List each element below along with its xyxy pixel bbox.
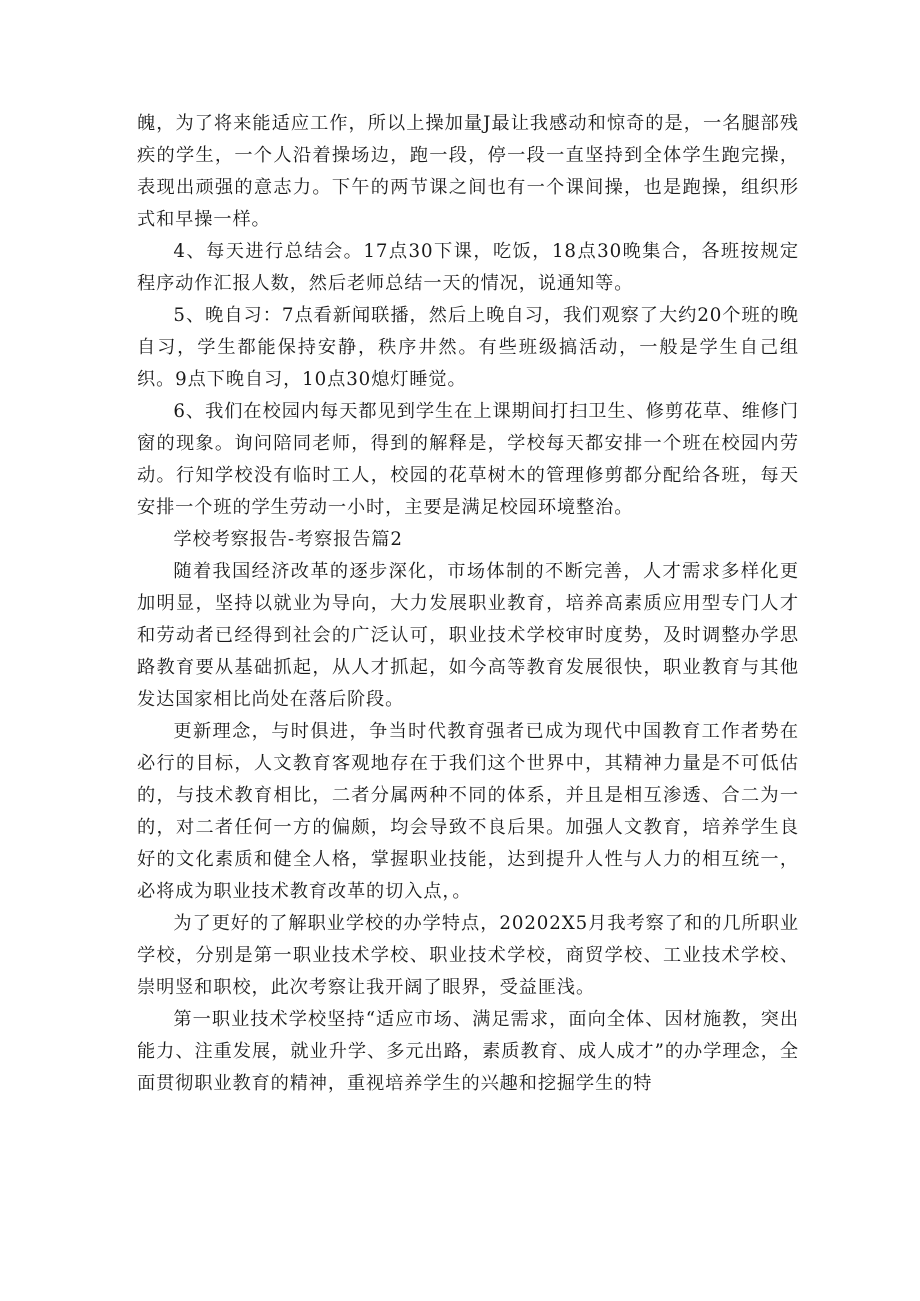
paragraph-intro: 随着我国经济改革的逐步深化，市场体制的不断完善，人才需求多样化更加明显，坚持以就业为导向，大力发展职业教育，培养高素质应用型专门人才和劳动者已经得到社会的广泛认可，职业技术学校审时度势，及时调整办学思路教育要从基础抓起，从人才抓起，如今高等教育发展很快，职业教育与其他发达国家相比尚处在落后阶段。	[137, 561, 799, 710]
paragraph-item-4: 4、每天进行总结会。17点30下课，吃饭，18点30晚集合，各班按规定程序动作汇报人数，然后老师总结一天的情况，说通知等。	[137, 241, 799, 294]
document-body	[137, 108, 799, 1100]
paragraph-visit: 为了更好的了解职业学校的办学特点，20202X5月我考察了和的几所职业学校，分别是第一职业技术学校、职业技术学校，商贸学校、工业技术学校、崇明竖和职校，此次考察让我开阔了眼界，受益匪浅。	[137, 913, 799, 998]
paragraph-item-6: 6、我们在校园内每天都见到学生在上课期间打扫卫生、修剪花草、维修门窗的现象。询问陪同老师，得到的解释是，学校每天都安排一个班在校园内劳动。行知学校没有临时工人，校园的花草树木的管理修剪都分配给各班，每天安排一个班的学生劳动一小时，主要是满足校园环境整治。	[137, 401, 799, 518]
section-heading: 学校考察报告-考察报告篇2	[173, 529, 403, 550]
paragraph-item-5: 5、晚自习：7点看新闻联播，然后上晚自习，我们观察了大约20个班的晚自习，学生都能保持安静，秩序井然。有些班级搞活动，一般是学生自己组织。9点下晚自习，10点30熄灯睡觉。	[137, 305, 799, 390]
paragraph-continuation: 魄，为了将来能适应工作，所以上操加量J最让我感动和惊奇的是，一名腿部残疾的学生，一个人沿着操场边，跑一段，停一段一直坚持到全体学生跑完操，表现出顽强的意志力。下午的两节课之间也有一个课间操，也是跑操，组织形式和早操一样。	[137, 113, 799, 230]
paragraph-philosophy: 更新理念，与时俱进，争当时代教育强者已成为现代中国教育工作者势在必行的目标，人文教育客观地存在于我们这个世界中，其精神力量是不可低估的，与技术教育相比，二者分属两种不同的体系，并且是相互渗透、合二为一的，对二者任何一方的偏颇，均会导致不良后果。加强人文教育，培养学生良好的文化素质和健全人格，掌握职业技能，达到提升人性与人力的相互统一，必将成为职业技术教育改革的切入点，。	[137, 721, 799, 902]
paragraph-school-one: 第一职业技术学校坚持“适应市场、满足需求，面向全体、因材施教，突出能力、注重发展，就业升学、多元出路，素质教育、成人成才”的办学理念，全面贯彻职业教育的精神，重视培养学生的兴趣和挖掘学生的特	[137, 1009, 799, 1094]
